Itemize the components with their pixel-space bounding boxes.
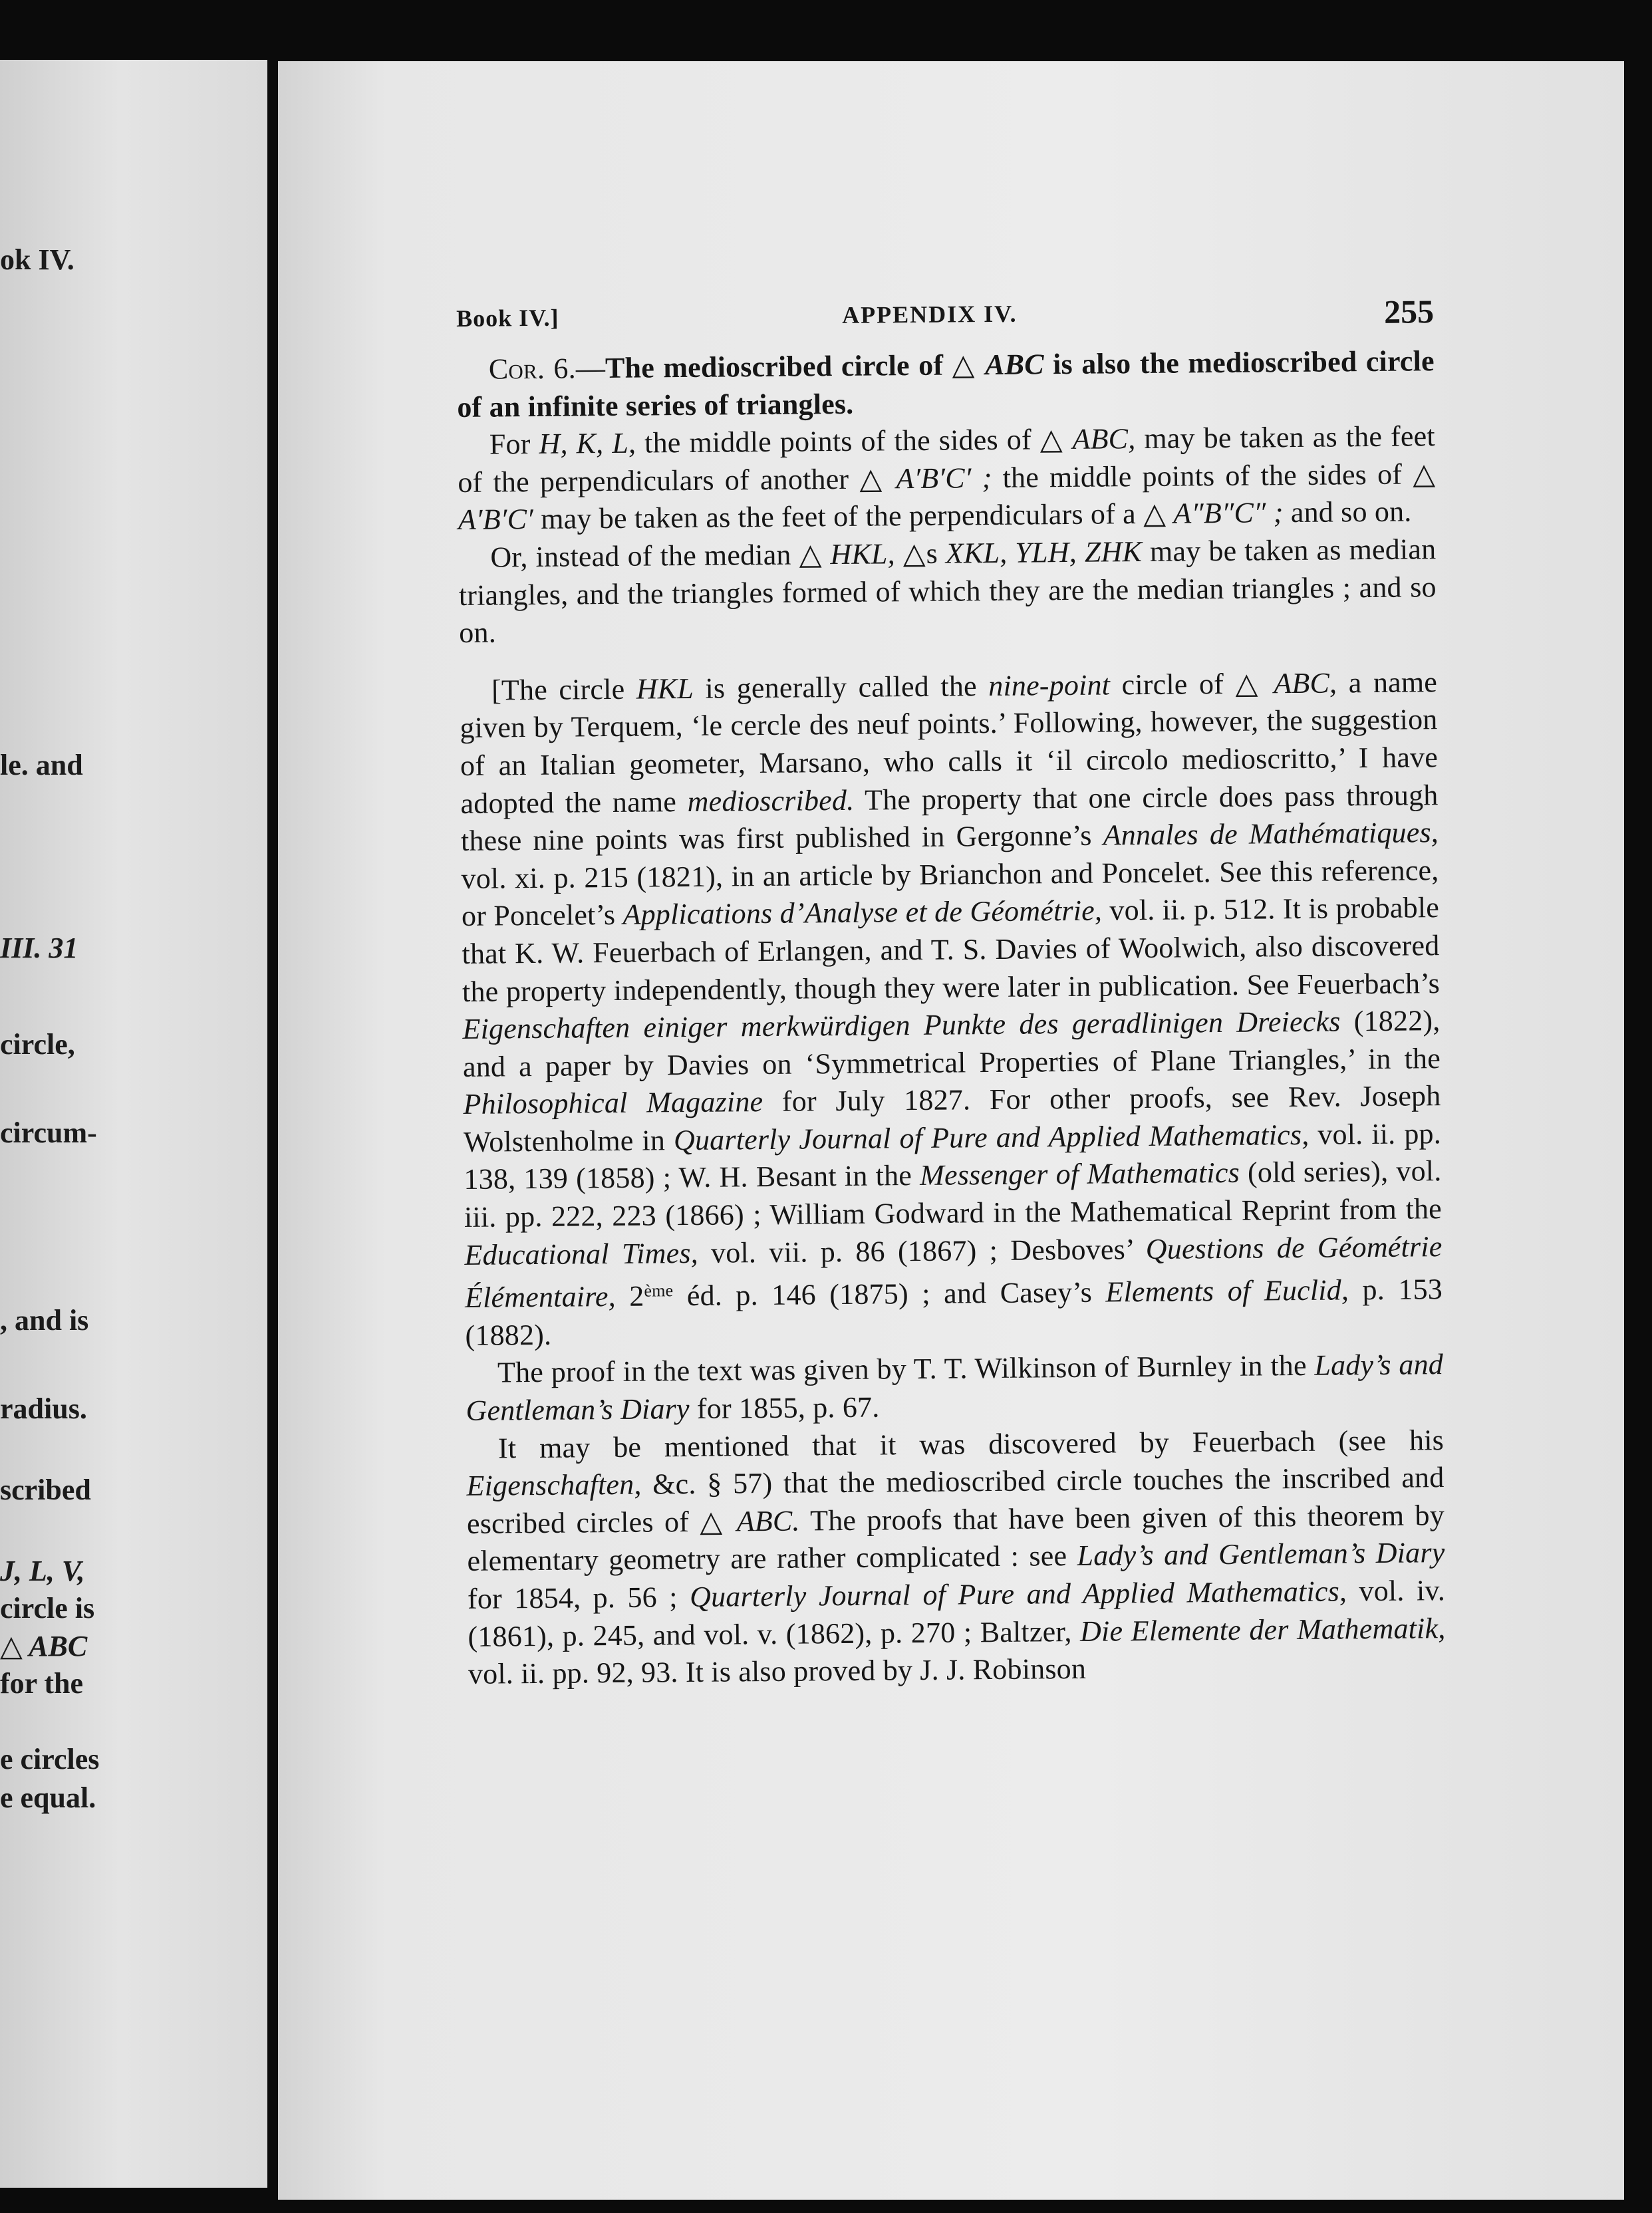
left-page-fragment: le. and — [0, 749, 83, 781]
left-page-fragment: ok IV. — [0, 243, 74, 276]
left-page-fragment: circum- — [0, 1116, 97, 1149]
left-page-fragment: III. 31 — [0, 932, 78, 964]
paragraph: Or, instead of the median △ HKL, △s XKL, YLH, ZHK may be taken as median triangles, and the triangles formed of which they are the median triangles ; and so on. — [458, 533, 1437, 650]
book-label: Book IV.] — [456, 304, 559, 332]
left-page-fragment: J, L, V, — [0, 1555, 85, 1587]
paragraph: For H, K, L, the middle points of the sides of △ ABC, may be taken as the feet of the perpendiculars of another △ A′B′C′ ; the middle points of the sides of △ A′B′C′ may be taken as the feet of the perpendiculars of a △ A″B″C″ ; and so on. — [458, 420, 1436, 537]
paragraph: It may be mentioned that it was discovered by Feuerbach (see his Eigenschaften, &c. § 57) that the medioscribed circle touches the inscribed and escribed circles of △ ABC. The proofs that have been given of this theorem by elementary geometry are rather complicated : see Lady’s and Gentleman’s Diary for 1854, p. 56 ; Quarterly Journal of Pure and Applied Mathematics, vol. iv. (1861), p. 245, and vol. v. (1862), p. 270 ; Baltzer, Die Elemente der Mathematik, vol. ii. pp. 92, 93. It is also proved by J. J. Robinson — [466, 1423, 1446, 1691]
running-header — [456, 293, 1435, 351]
left-page-fragment: circle is — [0, 1592, 95, 1625]
book-page — [278, 61, 1624, 2200]
left-page-fragment: radius. — [0, 1392, 87, 1425]
bracketed-note: [The circle HKL is generally called the nine-point circle of △ ABC, a name given by Terquem, ‘le cercle des neuf points.’ Following, however, the suggestion of an Italian geometer, Marsano, who calls it ‘il circolo medioscritto,’ I have adopted the name medioscribed. The property that one circle does pass through these nine points was first published in Gergonne’s Annales de Mathématiques, vol. xi. p. 215 (1821), in an article by Brianchon and Poncelet. See this reference, or Poncelet’s Applications d’Analyse et de Géométrie, vol. ii. p. 512. It is probable that K. W. Feuerbach of Erlangen, and T. S. Davies of Woolwich, also discovered the property independently, though they were later in publication. See Feuerbach’s Eigenschaften einiger merkwürdigen Punkte des geradlinigen Dreiecks (1822), and a paper by Davies on ‘Symmetrical Properties of Plane Triangles,’ in the Philosophical Magazine for July 1827. For other proofs, see Rev. Joseph Wolstenholme in Quarterly Journal of Pure and Applied Mathematics, vol. ii. pp. 138, 139 (1858) ; W. H. Besant in the Messenger of Mathematics (old series), vol. iii. pp. 222, 223 (1866) ; William Godward in the Mathematical Reprint from the Educational Times, vol. vii. p. 86 (1867) ; Desboves’ Questions de Géométrie Élémentaire, 2ème éd. p. 146 (1875) ; and Casey’s Elements of Euclid, p. 153 (1882). — [460, 665, 1443, 1352]
corollary-6: Cor. 6.—The medioscribed circle of △ ABC is also the medioscribed circle of an infinite series of triangles. — [457, 344, 1435, 424]
left-page-fragment: , and is — [0, 1304, 89, 1337]
left-page-fragment: △ ABC — [0, 1630, 88, 1662]
left-page-fragment: e equal. — [0, 1781, 96, 1814]
left-page-fragment: e circles — [0, 1743, 100, 1775]
corollary-label: Cor. 6. — [488, 352, 577, 386]
page-number: 255 — [1383, 293, 1435, 330]
paragraph: The proof in the text was given by T. T. Wilkinson of Burnley in the Lady’s and Gentleman’s Diary for 1855, p. 67. — [466, 1348, 1444, 1427]
appendix-title: APPENDIX IV. — [841, 300, 1018, 328]
page-body — [456, 293, 1446, 1694]
previous-page-edge — [0, 60, 267, 2188]
left-page-fragment: for the — [0, 1667, 84, 1700]
left-page-fragment: scribed — [0, 1474, 91, 1506]
left-page-fragment: circle, — [0, 1028, 75, 1061]
